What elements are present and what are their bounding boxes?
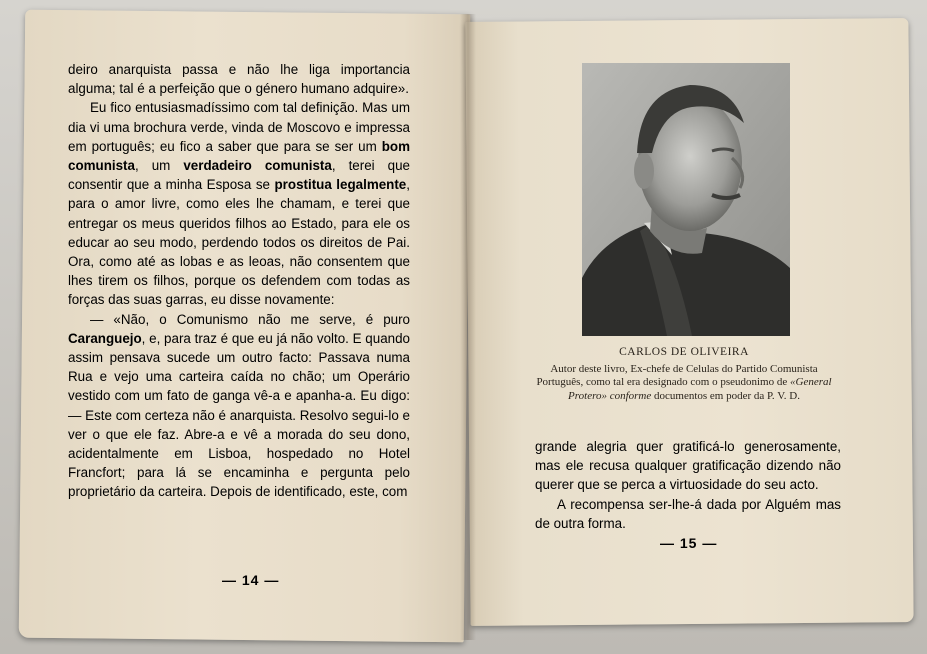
- bold-phrase: bom comunista: [68, 138, 410, 174]
- caption-description: Autor deste livro, Ex-chefe de Celulas do Partido Comunista Português, como tal era designado com o pseudonimo de «General Protero» conforme documentos em poder da P. V. D.: [536, 362, 832, 402]
- left-page-text: [68, 60, 410, 502]
- text-run: , terei que consentir que a minha Esposa se: [68, 158, 410, 193]
- left-paragraph-1: [68, 60, 410, 98]
- left-paragraph-3: [68, 310, 410, 502]
- text-run: , e, para traz é que eu já não volto. E quando assim pensava sucede um outro facto: Passava numa Rua e vejo uma carteira caída no chão; um Operário vestido com um fato de ganga vê-a e apanha-a. Eu digo: — Este com certeza não é anarquista. Resolvo segui-lo e ver o que ele faz. Abre-a e vê a morada do seu dono, acidentalmente em Lisboa, hospedado no Hotel Francfort; para lá se encaminha e pergunta pelo proprietário da carteira. Depois de identificado, este, com: [68, 330, 410, 500]
- bold-phrase: Caranguejo: [68, 330, 142, 346]
- text-run: deiro anarquista passa e não lhe liga importancia alguma; tal é a perfeição que o género humano adquire».: [68, 62, 410, 97]
- text-run: — «Não, o Comunismo não me serve, é puro: [90, 311, 410, 327]
- right-paragraph-1: grande alegria quer gratificá-lo generosamente, mas ele recusa qualquer gratificação dizendo não querer que se perca a virtuosidade do seu acto.: [535, 439, 841, 493]
- bold-phrase: verdadeiro comunista: [183, 158, 332, 174]
- book-spine: [460, 14, 476, 640]
- right-paragraph-2: A recompensa ser-lhe-á dada por Alguém mas de outra forma.: [535, 496, 841, 531]
- author-name: CARLOS DE OLIVEIRA: [619, 346, 749, 358]
- bold-phrase: prostitua legalmente: [274, 177, 407, 193]
- right-page-text: [535, 437, 841, 533]
- page-number-14: — 14 —: [222, 572, 280, 588]
- text-run: , um: [134, 158, 184, 174]
- page-number-15: — 15 —: [660, 535, 718, 551]
- portrait-photo: [582, 63, 790, 336]
- text-run: , para o amor livre, como eles lhe chamam, e terei que entregar os meus queridos filhos ao Estado, para ele os educar ao seu modo, perdendo todos os direitos de Pai. Ora, como até as lobas e as leoas, não consentem que lhes tirem os filhos, porque os defendem com todas as forças das suas garras, eu disse novamente:: [68, 177, 410, 308]
- left-paragraph-2: [68, 98, 410, 309]
- text-run: Eu fico entusiasmadíssimo com tal definição. Mas um dia vi uma brochura verde, vinda de Moscovo e impressa em português; eu fico a saber que para se ser um: [68, 100, 410, 154]
- photo-caption: [528, 346, 840, 403]
- portrait-photo-icon: [582, 63, 790, 336]
